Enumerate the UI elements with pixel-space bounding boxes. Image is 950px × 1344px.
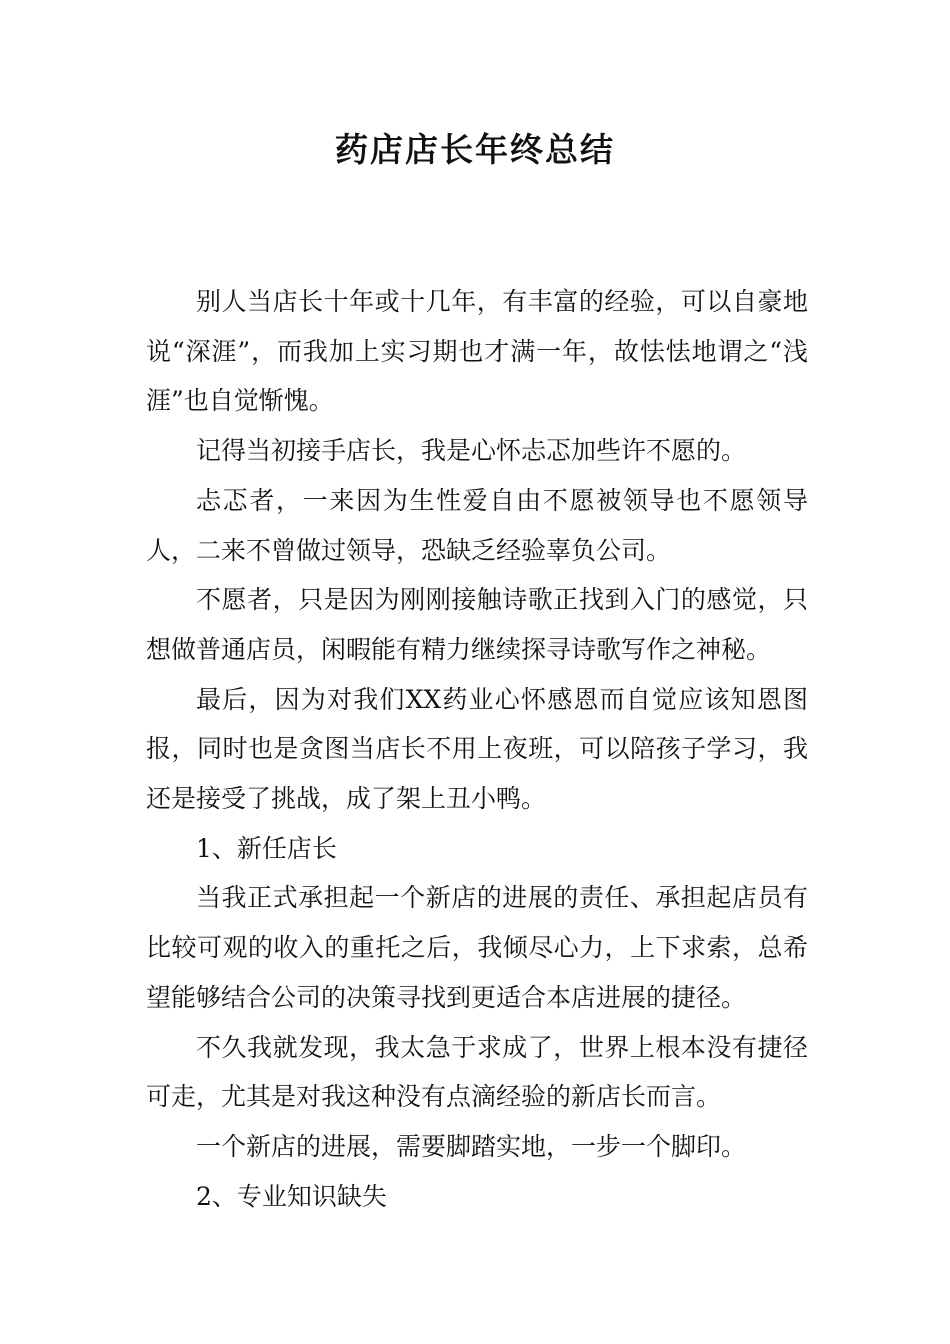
document-title: 药店店长年终总结 xyxy=(335,130,615,169)
paragraph-7: 不久我就发现，我太急于求成了，世界上根本没有捷径可走，尤其是对我这种没有点滴经验的新店长而言。 xyxy=(146,1032,808,1112)
paragraph-6: 当我正式承担起一个新店的进展的责任、承担起店员有比较可观的收入的重托之后，我倾尽心力，上下求索，总希望能够结合公司的决策寻找到更适合本店进展的捷径。 xyxy=(146,883,808,1012)
paragraph-2: 记得当初接手店长，我是心怀忐忑加些许不愿的。 xyxy=(196,436,747,466)
paragraph-8: 一个新店的进展，需要脚踏实地，一步一个脚印。 xyxy=(196,1131,747,1161)
paragraph-3: 忐忑者，一来因为生性爱自由不愿被领导也不愿领导人，二来不曾做过领导，恐缺乏经验辜负公司。 xyxy=(146,485,808,565)
paragraph-5: 最后，因为对我们XX药业心怀感恩而自觉应该知恩图报，同时也是贪图当店长不用上夜班，可以陪孩子学习，我还是接受了挑战，成了架上丑小鸭。 xyxy=(146,684,808,814)
paragraph-4: 不愿者，只是因为刚刚接触诗歌正找到入门的感觉，只想做普通店员，闲暇能有精力继续探寻诗歌写作之神秘。 xyxy=(146,585,808,664)
section-heading-2: 2、专业知识缺失 xyxy=(196,1181,387,1211)
document-body xyxy=(146,277,808,1221)
section-heading-1: 1、新任店长 xyxy=(196,833,337,863)
paragraph-1: 别人当店长十年或十几年，有丰富的经验，可以自豪地说“深涯”，而我加上实习期也才满一年，故怯怯地谓之“浅涯”也自觉惭愧。 xyxy=(146,287,808,416)
